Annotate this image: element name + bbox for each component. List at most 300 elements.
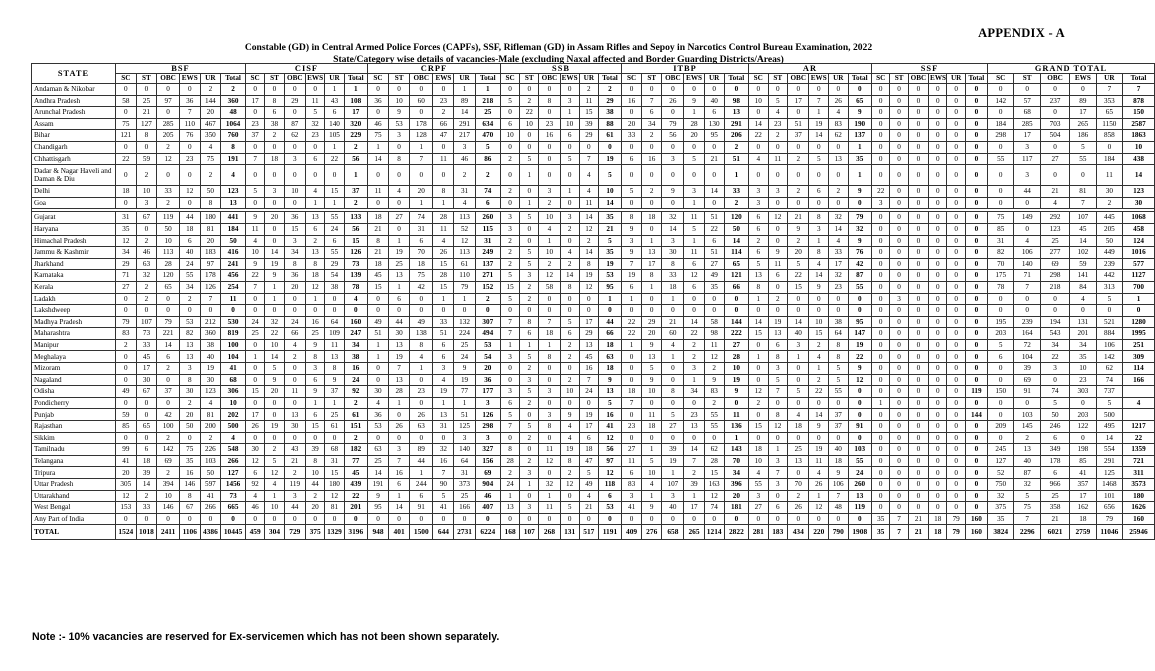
table-cell: 9: [245, 258, 264, 270]
table-cell: 2: [598, 84, 621, 96]
table-cell: 0: [1014, 293, 1041, 305]
table-cell: 9: [642, 339, 662, 351]
table-cell: 3573: [1123, 479, 1155, 491]
table-cell: 10: [501, 130, 520, 142]
table-cell: 2: [136, 281, 157, 293]
table-cell: 458: [1123, 223, 1155, 235]
table-cell: 41: [200, 490, 221, 502]
table-cell: 0: [136, 513, 157, 525]
table-cell: 21: [662, 316, 684, 328]
table-cell: 229: [344, 130, 367, 142]
table-cell: 3: [684, 363, 704, 375]
table-cell: 1: [454, 293, 475, 305]
table-cell: 0: [947, 107, 965, 119]
table-cell: 0: [748, 363, 768, 375]
table-cell: 0: [908, 409, 928, 421]
table-cell: 77: [344, 455, 367, 467]
table-cell: 0: [965, 130, 987, 142]
table-cell: 3: [284, 153, 305, 165]
table-cell: 2: [539, 197, 560, 209]
table-cell: 123: [200, 386, 221, 398]
table-cell: 102: [1070, 247, 1097, 259]
table-cell: 126: [475, 409, 500, 421]
force-header-crpf: CRPF: [367, 64, 500, 74]
table-cell: 2: [748, 397, 768, 409]
table-cell: 67: [136, 386, 157, 398]
table-cell: 25946: [1123, 525, 1155, 540]
table-cell: 55: [704, 409, 724, 421]
table-cell: 53: [598, 270, 621, 282]
table-cell: 11: [579, 95, 598, 107]
table-cell: 0: [965, 270, 987, 282]
table-cell: 97: [157, 95, 180, 107]
table-cell: 407: [475, 502, 500, 514]
table-cell: 79: [454, 281, 475, 293]
table-cell: 24: [245, 316, 264, 328]
table-cell: 0: [560, 293, 579, 305]
table-cell: 298: [475, 421, 500, 433]
table-cell: 1500: [410, 525, 433, 540]
table-cell: 10: [748, 455, 768, 467]
table-cell: 0: [245, 107, 264, 119]
table-cell: 244: [410, 479, 433, 491]
table-cell: 0: [871, 223, 889, 235]
table-cell: 0: [871, 270, 889, 282]
table-cell: 9: [788, 223, 809, 235]
table-cell: 38: [265, 118, 284, 130]
table-cell: 0: [809, 84, 829, 96]
table-cell: 25: [475, 107, 500, 119]
table-cell: 8: [809, 247, 829, 259]
table-cell: 35: [598, 247, 621, 259]
table-cell: 0: [454, 305, 475, 317]
table-cell: 29: [579, 130, 598, 142]
table-cell: 76: [179, 130, 200, 142]
table-cell: 23: [305, 130, 324, 142]
table-cell: 0: [908, 197, 928, 209]
table-cell: 0: [265, 165, 284, 186]
table-cell: 31: [410, 223, 433, 235]
table-cell: 0: [965, 363, 987, 375]
table-row: [32, 212, 1155, 224]
table-cell: 0: [389, 432, 410, 444]
table-cell: 123: [1040, 223, 1069, 235]
table-cell: 1: [265, 293, 284, 305]
table-cell: 21: [908, 525, 928, 540]
table-cell: 0: [389, 141, 410, 153]
table-cell: 34: [724, 467, 748, 479]
table-cell: 1: [848, 165, 871, 186]
table-cell: 15: [367, 281, 388, 293]
table-cell: 218: [1040, 281, 1069, 293]
state-name: Andaman & Nikobar: [32, 84, 116, 96]
table-cell: 0: [890, 197, 908, 209]
table-cell: 5: [829, 374, 849, 386]
table-cell: 31: [325, 455, 344, 467]
table-cell: 25: [245, 328, 264, 340]
table-cell: 268: [539, 525, 560, 540]
table-cell: 0: [947, 351, 965, 363]
table-cell: 0: [890, 374, 908, 386]
table-cell: 68: [1014, 107, 1041, 119]
table-cell: 5: [768, 95, 788, 107]
table-cell: 0: [621, 351, 641, 363]
table-cell: 123: [221, 186, 246, 198]
table-cell: 0: [947, 305, 965, 317]
table-cell: 35: [848, 153, 871, 165]
table-cell: 0: [848, 305, 871, 317]
table-cell: 61: [344, 409, 367, 421]
table-cell: 0: [890, 212, 908, 224]
table-cell: 6: [598, 490, 621, 502]
table-cell: 12: [454, 235, 475, 247]
table-cell: 0: [560, 363, 579, 375]
table-cell: 6: [621, 153, 641, 165]
table-cell: 27: [662, 421, 684, 433]
table-cell: 0: [929, 479, 947, 491]
table-cell: 5: [501, 270, 520, 282]
table-cell: 7: [890, 513, 908, 525]
table-cell: 127: [136, 118, 157, 130]
table-cell: 0: [284, 197, 305, 209]
table-cell: 53: [389, 118, 410, 130]
table-cell: 12: [768, 421, 788, 433]
table-cell: 13: [768, 328, 788, 340]
table-cell: 2: [724, 141, 748, 153]
table-cell: 6: [501, 397, 520, 409]
table-cell: 160: [344, 316, 367, 328]
table-cell: 0: [768, 165, 788, 186]
table-cell: 1626: [1123, 502, 1155, 514]
table-cell: 91: [410, 502, 433, 514]
state-name: Manipur: [32, 339, 116, 351]
table-row: [32, 432, 1155, 444]
table-cell: 107: [136, 316, 157, 328]
category-header: Total: [344, 74, 367, 84]
table-cell: 0: [871, 107, 889, 119]
table-cell: 151: [344, 421, 367, 433]
table-cell: 1: [520, 479, 539, 491]
table-cell: 0: [579, 397, 598, 409]
table-cell: 27: [621, 444, 641, 456]
table-cell: 66: [284, 328, 305, 340]
table-cell: 12: [598, 432, 621, 444]
table-cell: 246: [1040, 421, 1069, 433]
table-cell: 8: [579, 258, 598, 270]
table-cell: 160: [965, 525, 987, 540]
table-cell: 17: [684, 502, 704, 514]
table-cell: 2: [179, 397, 200, 409]
table-cell: 0: [325, 305, 344, 317]
table-cell: 9: [245, 212, 264, 224]
table-cell: 0: [871, 328, 889, 340]
table-cell: 0: [908, 397, 928, 409]
table-cell: 2822: [724, 525, 748, 540]
table-cell: 5: [520, 421, 539, 433]
table-cell: 0: [1014, 84, 1041, 96]
table-cell: 0: [947, 409, 965, 421]
table-cell: 100: [157, 421, 180, 433]
table-cell: 40: [788, 328, 809, 340]
table-cell: 195: [987, 316, 1014, 328]
table-cell: 22: [265, 328, 284, 340]
table-cell: 0: [929, 502, 947, 514]
table-cell: 0: [871, 455, 889, 467]
table-cell: 1: [788, 351, 809, 363]
table-cell: 3: [1014, 141, 1041, 153]
table-cell: 0: [890, 153, 908, 165]
table-cell: 3: [520, 467, 539, 479]
table-cell: 7: [389, 363, 410, 375]
table-cell: 13: [284, 409, 305, 421]
category-header: UR: [1096, 74, 1123, 84]
table-cell: 0: [890, 444, 908, 456]
table-cell: 8: [662, 386, 684, 398]
table-cell: 0: [848, 432, 871, 444]
table-cell: 12: [768, 212, 788, 224]
table-cell: 597: [200, 479, 221, 491]
state-name: Punjab: [32, 409, 116, 421]
state-name: Bihar: [32, 130, 116, 142]
table-cell: 0: [965, 305, 987, 317]
table-cell: 70: [788, 479, 809, 491]
table-cell: 205: [157, 130, 180, 142]
table-cell: 4: [788, 409, 809, 421]
table-cell: 22: [325, 153, 344, 165]
table-cell: 0: [929, 186, 947, 198]
table-cell: 0: [871, 247, 889, 259]
table-cell: 3: [433, 363, 454, 375]
table-cell: 0: [768, 305, 788, 317]
table-cell: 2: [560, 258, 579, 270]
table-cell: 98: [724, 95, 748, 107]
table-cell: 39: [1014, 363, 1041, 375]
table-cell: 33: [157, 186, 180, 198]
table-cell: 9: [724, 386, 748, 398]
table-cell: 37: [157, 386, 180, 398]
table-cell: 0: [265, 235, 284, 247]
table-cell: 0: [179, 165, 200, 186]
table-cell: 49: [116, 386, 137, 398]
table-cell: 0: [890, 258, 908, 270]
state-name: Assam: [32, 118, 116, 130]
table-cell: 91: [848, 421, 871, 433]
table-cell: 0: [871, 95, 889, 107]
table-cell: 0: [890, 479, 908, 491]
table-cell: 521: [1096, 316, 1123, 328]
state-name: Jharkhand: [32, 258, 116, 270]
table-cell: 2: [265, 444, 284, 456]
table-cell: 729: [284, 525, 305, 540]
table-cell: 0: [987, 107, 1014, 119]
table-cell: 9: [265, 270, 284, 282]
table-cell: 22: [871, 186, 889, 198]
table-cell: 6: [389, 293, 410, 305]
table-cell: 2731: [454, 525, 475, 540]
table-cell: 13: [389, 270, 410, 282]
table-cell: 0: [929, 118, 947, 130]
table-cell: 4: [809, 467, 829, 479]
table-cell: 5: [579, 467, 598, 479]
table-cell: 4: [579, 490, 598, 502]
table-cell: 0: [245, 363, 264, 375]
table-cell: 16: [539, 130, 560, 142]
table-cell: 2: [579, 235, 598, 247]
table-cell: 8: [829, 339, 849, 351]
table-cell: 456: [221, 270, 246, 282]
table-cell: 1217: [1123, 421, 1155, 433]
table-cell: 0: [245, 141, 264, 153]
table-cell: 218: [475, 95, 500, 107]
table-cell: 0: [929, 247, 947, 259]
table-cell: 0: [965, 197, 987, 209]
table-cell: 12: [598, 467, 621, 479]
table-cell: 180: [325, 479, 344, 491]
table-cell: 73: [136, 328, 157, 340]
table-cell: 64: [829, 328, 849, 340]
table-cell: 21: [284, 455, 305, 467]
table-cell: 1: [684, 197, 704, 209]
table-cell: 0: [501, 363, 520, 375]
table-cell: 1: [389, 490, 410, 502]
table-cell: 4: [221, 432, 246, 444]
table-cell: 13: [829, 153, 849, 165]
table-cell: 13: [724, 107, 748, 119]
table-cell: 0: [520, 186, 539, 198]
table-row: [32, 421, 1155, 433]
table-cell: 20: [475, 363, 500, 375]
table-cell: 0: [848, 397, 871, 409]
table-cell: 22: [809, 386, 829, 398]
table-cell: 15: [748, 328, 768, 340]
table-cell: 150: [987, 386, 1014, 398]
table-cell: 12: [157, 153, 180, 165]
table-cell: 130: [704, 118, 724, 130]
table-cell: 0: [389, 513, 410, 525]
table-cell: 0: [1014, 397, 1041, 409]
table-cell: 0: [284, 432, 305, 444]
table-cell: 0: [305, 432, 324, 444]
table-cell: 25: [1040, 235, 1069, 247]
table-cell: 14: [684, 444, 704, 456]
table-cell: 35: [1070, 351, 1097, 363]
table-cell: 10: [642, 467, 662, 479]
table-cell: 82: [987, 247, 1014, 259]
table-cell: 3: [475, 397, 500, 409]
table-cell: 7: [433, 467, 454, 479]
table-cell: 55: [1070, 153, 1097, 165]
table-cell: 12: [116, 235, 137, 247]
table-cell: 0: [829, 432, 849, 444]
table-cell: 0: [848, 386, 871, 398]
table-cell: 21: [598, 223, 621, 235]
table-cell: 966: [1040, 479, 1069, 491]
table-cell: 0: [890, 235, 908, 247]
category-header: UR: [704, 74, 724, 84]
table-cell: 201: [344, 502, 367, 514]
table-cell: 1: [662, 467, 684, 479]
table-cell: 1: [539, 490, 560, 502]
table-cell: 3: [748, 186, 768, 198]
table-cell: 53: [367, 421, 388, 433]
table-cell: 19: [598, 258, 621, 270]
table-cell: 79: [157, 316, 180, 328]
table-cell: 65: [724, 258, 748, 270]
state-name: Meghalaya: [32, 351, 116, 363]
category-header: Total: [724, 74, 748, 84]
table-cell: 0: [890, 95, 908, 107]
table-row: [32, 444, 1155, 456]
table-cell: 0: [265, 432, 284, 444]
table-cell: 2: [724, 197, 748, 209]
table-cell: 221: [157, 328, 180, 340]
table-cell: 0: [179, 141, 200, 153]
table-cell: 327: [475, 444, 500, 456]
table-cell: 0: [539, 293, 560, 305]
table-cell: 0: [871, 490, 889, 502]
table-cell: 0: [809, 397, 829, 409]
table-cell: 6: [389, 479, 410, 491]
table-cell: 0: [908, 351, 928, 363]
table-cell: 0: [136, 305, 157, 317]
table-cell: 184: [987, 118, 1014, 130]
table-cell: 25: [1040, 490, 1069, 502]
table-cell: 51: [704, 247, 724, 259]
table-cell: 0: [265, 84, 284, 96]
table-cell: 2: [344, 432, 367, 444]
table-cell: 36: [475, 374, 500, 386]
table-cell: 0: [947, 374, 965, 386]
vacancy-table: [31, 63, 1155, 540]
table-cell: 0: [929, 397, 947, 409]
table-cell: 2: [520, 455, 539, 467]
table-cell: 49: [579, 479, 598, 491]
table-row: [32, 281, 1155, 293]
table-cell: 0: [947, 293, 965, 305]
table-cell: 18: [748, 444, 768, 456]
table-cell: 191: [367, 479, 388, 491]
table-cell: 73: [344, 258, 367, 270]
table-cell: 20: [179, 409, 200, 421]
table-cell: 3: [501, 212, 520, 224]
table-cell: 1: [501, 490, 520, 502]
table-cell: 146: [179, 479, 200, 491]
table-cell: 0: [116, 397, 137, 409]
category-header: ST: [389, 74, 410, 84]
table-cell: 99: [116, 444, 137, 456]
table-cell: 5: [560, 316, 579, 328]
category-header: UR: [829, 74, 849, 84]
table-cell: 0: [389, 409, 410, 421]
table-cell: 8: [520, 316, 539, 328]
table-cell: 23: [179, 153, 200, 165]
table-cell: 58: [704, 316, 724, 328]
table-cell: 9: [684, 95, 704, 107]
table-cell: 27: [1040, 153, 1069, 165]
table-cell: 0: [433, 165, 454, 186]
table-cell: 5: [520, 351, 539, 363]
table-cell: 0: [929, 467, 947, 479]
table-cell: 88: [598, 118, 621, 130]
table-cell: 0: [284, 293, 305, 305]
table-cell: 1: [305, 293, 324, 305]
table-cell: 8: [768, 409, 788, 421]
table-cell: 8: [662, 258, 684, 270]
category-header: SC: [621, 74, 641, 84]
table-cell: 5: [265, 363, 284, 375]
table-cell: 0: [929, 305, 947, 317]
table-cell: 1106: [179, 525, 200, 540]
